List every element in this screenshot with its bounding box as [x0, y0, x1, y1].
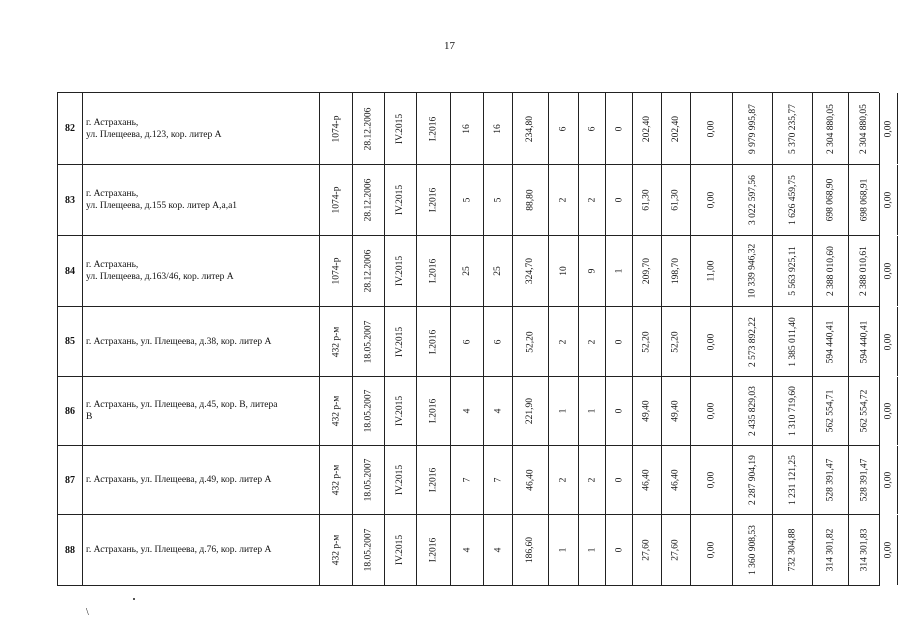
cost-total-value: 2 287 904,19 — [747, 455, 758, 505]
local-share-value: 594 440,41 — [859, 320, 869, 363]
area-municipal-value: 11,00 — [706, 260, 717, 282]
fund-share-cell — [773, 515, 813, 585]
extra-funds-cell — [880, 377, 898, 445]
area-municipal-cell — [691, 236, 733, 306]
extra-funds-value: 0,00 — [883, 120, 894, 137]
housing-table — [57, 92, 894, 586]
local-share-cell — [849, 165, 880, 235]
table-row — [58, 165, 894, 236]
regional-share-cell — [813, 93, 849, 164]
regional-share-cell — [813, 377, 849, 445]
work-end-value: I.2016 — [428, 187, 439, 213]
cost-total-value: 1 360 908,53 — [747, 525, 758, 575]
rooms-private-cell — [579, 236, 606, 306]
work-start-cell — [385, 307, 417, 376]
regional-share-value: 2 388 010,60 — [825, 246, 836, 296]
rooms-municipal-value: 1 — [614, 268, 624, 274]
area-private-cell — [662, 377, 691, 445]
fund-share-cell — [773, 236, 813, 306]
address-cell — [83, 236, 320, 306]
work-end-value: I.2016 — [428, 329, 439, 354]
work-start-value: IV.2015 — [395, 395, 406, 427]
table-row — [58, 377, 894, 446]
local-share-value: 314 301,83 — [859, 528, 869, 572]
residents-relocated-value: 4 — [493, 408, 503, 414]
work-end-cell — [417, 165, 451, 235]
rooms-municipal-value: 0 — [614, 477, 624, 483]
rooms-private-value: 1 — [587, 408, 597, 414]
work-end-cell — [417, 307, 451, 376]
work-end-value: I.2016 — [428, 116, 439, 141]
work-end-value: I.2016 — [428, 467, 439, 493]
order-date-value: 28.12.2006 — [363, 107, 374, 150]
extra-funds-value: 0,00 — [883, 191, 894, 209]
rooms-total-value: 2 — [558, 197, 569, 203]
work-start-value: IV.2015 — [395, 326, 406, 357]
area-relocated-value: 209,70 — [642, 257, 652, 285]
extra-funds-cell — [880, 515, 898, 585]
rooms-private-value: 1 — [587, 547, 597, 553]
cost-total-cell — [733, 515, 773, 585]
residents-relocated-cell — [484, 165, 513, 235]
cost-total-cell — [733, 236, 773, 306]
order-date-value: 28.12.2006 — [363, 178, 374, 222]
area-total-cell — [513, 446, 549, 514]
area-relocated-value: 46,40 — [642, 469, 652, 491]
row-number: 85 — [58, 307, 83, 376]
area-municipal-cell — [691, 515, 733, 585]
order-number-value: 432 р-м — [331, 395, 341, 427]
rooms-total-cell — [549, 165, 579, 235]
local-share-cell — [849, 515, 880, 585]
local-share-cell — [849, 93, 880, 164]
extra-funds-value: 0,00 — [883, 541, 894, 559]
order-number-value: 432 р-м — [331, 326, 341, 357]
residents-total-cell — [451, 93, 484, 164]
address-line: г. Астрахань, ул. Плещеева, д.45, кор. В, литера — [86, 400, 278, 410]
work-start-value: IV.2015 — [395, 255, 406, 287]
order-date-cell — [353, 446, 385, 514]
cost-total-cell — [733, 446, 773, 514]
order-number-value: 1074-р — [330, 257, 341, 285]
area-municipal-value: 0,00 — [706, 471, 717, 489]
address-line: г. Астрахань, — [86, 260, 139, 270]
address-line: г. Астрахань, ул. Плещеева, д.76, кор. литер А — [86, 545, 272, 555]
area-relocated-cell — [633, 93, 662, 164]
cost-total-cell — [733, 165, 773, 235]
local-share-value: 2 304 880,05 — [859, 103, 869, 154]
order-date-value: 18.05.2007 — [363, 458, 374, 502]
residents-total-value: 6 — [462, 339, 472, 344]
order-date-value: 18.05.2007 — [363, 320, 374, 363]
area-total-cell — [513, 93, 549, 164]
table-row — [58, 307, 894, 377]
area-private-cell — [662, 165, 691, 235]
cost-total-cell — [733, 93, 773, 164]
area-total-value: 88,80 — [525, 189, 536, 211]
rooms-municipal-cell — [606, 307, 633, 376]
residents-total-cell — [451, 515, 484, 585]
fund-share-value: 5 563 925,11 — [787, 246, 798, 296]
local-share-value: 2 388 010,61 — [859, 246, 869, 296]
residents-total-cell — [451, 307, 484, 376]
rooms-private-value: 9 — [587, 268, 597, 274]
work-start-cell — [385, 165, 417, 235]
local-share-cell — [849, 446, 880, 514]
address-cell — [83, 515, 320, 585]
rooms-private-cell — [579, 515, 606, 585]
rooms-total-value: 10 — [558, 266, 569, 276]
area-total-cell — [513, 165, 549, 235]
extra-funds-value: 0,00 — [883, 262, 894, 280]
address-line: г. Астрахань, — [86, 117, 139, 128]
area-relocated-cell — [633, 515, 662, 585]
rooms-municipal-value: 0 — [614, 408, 624, 414]
rooms-total-value: 1 — [558, 408, 569, 414]
rooms-municipal-value: 0 — [614, 339, 624, 344]
local-share-value: 528 391,47 — [859, 458, 869, 502]
fund-share-value: 732 304,88 — [787, 528, 798, 572]
scan-speck — [133, 598, 135, 600]
local-share-cell — [849, 377, 880, 445]
table-row — [58, 93, 894, 165]
rooms-private-value: 2 — [587, 339, 597, 344]
residents-total-value: 4 — [462, 547, 472, 553]
rooms-total-cell — [549, 236, 579, 306]
work-start-value: IV.2015 — [395, 184, 406, 216]
order-date-value: 28.12.2006 — [363, 249, 374, 293]
rooms-total-cell — [549, 377, 579, 445]
area-private-cell — [662, 93, 691, 164]
order-number-cell — [320, 165, 353, 235]
rooms-municipal-cell — [606, 515, 633, 585]
area-relocated-cell — [633, 307, 662, 376]
fund-share-cell — [773, 377, 813, 445]
regional-share-value: 2 304 880,05 — [825, 103, 836, 154]
cost-total-value: 3 022 597,56 — [747, 175, 758, 225]
fund-share-cell — [773, 307, 813, 376]
cost-total-value: 2 435 829,03 — [747, 386, 758, 436]
rooms-private-value: 2 — [587, 197, 597, 203]
residents-total-cell — [451, 377, 484, 445]
rooms-municipal-cell — [606, 236, 633, 306]
extra-funds-value: 0,00 — [883, 333, 894, 350]
row-number: 82 — [58, 93, 83, 164]
address-line: В — [86, 412, 93, 422]
rooms-private-cell — [579, 446, 606, 514]
extra-funds-cell — [880, 165, 898, 235]
work-end-cell — [417, 515, 451, 585]
residents-total-cell — [451, 165, 484, 235]
area-municipal-cell — [691, 165, 733, 235]
address-line: ул. Плещеева, д.155 кор. литер А,а,а1 — [86, 201, 238, 211]
order-number-cell — [320, 236, 353, 306]
cost-total-value: 10 339 946,32 — [747, 243, 758, 299]
table-row — [58, 446, 894, 515]
address-cell — [83, 377, 320, 445]
regional-share-cell — [813, 165, 849, 235]
rooms-private-value: 6 — [587, 126, 597, 131]
row-number: 84 — [58, 236, 83, 306]
rooms-private-cell — [579, 93, 606, 164]
work-start-value: IV.2015 — [395, 464, 406, 496]
address-cell — [83, 446, 320, 514]
area-relocated-value: 52,20 — [642, 330, 652, 353]
area-total-cell — [513, 307, 549, 376]
rooms-private-value: 2 — [587, 477, 597, 483]
rooms-municipal-cell — [606, 377, 633, 445]
area-municipal-value: 0,00 — [706, 333, 717, 350]
row-number: 86 — [58, 377, 83, 445]
area-private-value: 61,30 — [671, 189, 681, 211]
fund-share-value: 1 626 459,75 — [787, 175, 798, 225]
residents-total-value: 4 — [462, 408, 472, 414]
fund-share-cell — [773, 165, 813, 235]
local-share-cell — [849, 236, 880, 306]
address-line: г. Астрахань, ул. Плещеева, д.49, кор. литер А — [86, 475, 272, 485]
work-end-cell — [417, 377, 451, 445]
fund-share-cell — [773, 446, 813, 514]
area-relocated-cell — [633, 377, 662, 445]
area-total-cell — [513, 236, 549, 306]
cost-total-cell — [733, 377, 773, 445]
work-end-cell — [417, 93, 451, 164]
area-total-cell — [513, 515, 549, 585]
extra-funds-cell — [880, 93, 898, 164]
order-number-cell — [320, 377, 353, 445]
residents-relocated-value: 5 — [493, 197, 503, 203]
rooms-total-cell — [549, 93, 579, 164]
residents-total-value: 7 — [462, 477, 472, 483]
address-line: ул. Плещеева, д.123, кор. литер А — [86, 129, 222, 140]
address-cell — [83, 165, 320, 235]
work-start-cell — [385, 515, 417, 585]
extra-funds-cell — [880, 307, 898, 376]
regional-share-cell — [813, 236, 849, 306]
rooms-total-value: 1 — [558, 547, 569, 553]
cost-total-value: 9 979 995,87 — [747, 103, 758, 154]
area-municipal-cell — [691, 93, 733, 164]
work-start-cell — [385, 377, 417, 445]
order-number-value: 1074-р — [330, 115, 341, 142]
work-end-cell — [417, 236, 451, 306]
fund-share-value: 1 231 121,25 — [787, 455, 798, 505]
area-relocated-value: 61,30 — [642, 189, 652, 211]
rooms-private-cell — [579, 307, 606, 376]
rooms-total-value: 2 — [558, 477, 569, 483]
residents-relocated-cell — [484, 377, 513, 445]
fund-share-value: 1 385 011,40 — [787, 316, 798, 367]
area-private-value: 52,20 — [671, 330, 681, 353]
order-date-cell — [353, 165, 385, 235]
order-number-value: 1074-р — [330, 186, 341, 214]
area-private-cell — [662, 236, 691, 306]
area-municipal-value: 0,00 — [706, 402, 717, 420]
order-number-cell — [320, 446, 353, 514]
residents-total-value: 16 — [462, 123, 472, 134]
work-start-value: IV.2015 — [395, 113, 406, 144]
local-share-cell — [849, 307, 880, 376]
residents-total-cell — [451, 446, 484, 514]
area-relocated-value: 49,40 — [642, 400, 652, 422]
area-total-value: 221,90 — [525, 397, 536, 425]
area-private-value: 46,40 — [671, 469, 681, 491]
area-municipal-cell — [691, 446, 733, 514]
order-number-cell — [320, 515, 353, 585]
order-date-cell — [353, 377, 385, 445]
residents-total-cell — [451, 236, 484, 306]
order-date-value: 18.05.2007 — [363, 528, 374, 572]
fund-share-value: 5 370 235,77 — [787, 103, 798, 154]
table-row — [58, 236, 894, 307]
area-municipal-value: 0,00 — [706, 191, 717, 209]
rooms-municipal-cell — [606, 93, 633, 164]
area-relocated-cell — [633, 236, 662, 306]
area-private-cell — [662, 307, 691, 376]
rooms-total-cell — [549, 446, 579, 514]
area-municipal-cell — [691, 377, 733, 445]
area-private-value: 198,70 — [671, 257, 681, 285]
regional-share-value: 594 440,41 — [825, 320, 836, 363]
rooms-total-value: 6 — [558, 126, 569, 131]
residents-relocated-cell — [484, 307, 513, 376]
work-end-value: I.2016 — [428, 537, 439, 563]
order-number-cell — [320, 93, 353, 164]
regional-share-cell — [813, 515, 849, 585]
fund-share-value: 1 310 719,60 — [787, 386, 798, 436]
order-number-value: 432 р-м — [331, 534, 341, 566]
rooms-total-cell — [549, 515, 579, 585]
rooms-municipal-value: 0 — [614, 547, 624, 553]
order-date-cell — [353, 236, 385, 306]
address-line: ул. Плещеева, д.163/46, кор. литер А — [86, 272, 234, 282]
extra-funds-cell — [880, 446, 898, 514]
address-line: г. Астрахань, ул. Плещеева, д.38, кор. литер А — [86, 336, 272, 347]
residents-relocated-cell — [484, 236, 513, 306]
work-end-cell — [417, 446, 451, 514]
area-relocated-value: 27,60 — [642, 539, 652, 561]
area-private-value: 202,40 — [671, 115, 681, 142]
page-number: 17 — [444, 40, 455, 52]
row-number: 83 — [58, 165, 83, 235]
residents-relocated-value: 16 — [493, 123, 503, 134]
work-start-cell — [385, 93, 417, 164]
regional-share-value: 314 301,82 — [825, 528, 836, 572]
work-start-value: IV.2015 — [395, 534, 406, 566]
table-row — [58, 515, 894, 586]
regional-share-cell — [813, 307, 849, 376]
regional-share-value: 698 068,90 — [825, 178, 836, 222]
area-relocated-cell — [633, 446, 662, 514]
order-date-cell — [353, 307, 385, 376]
area-relocated-cell — [633, 165, 662, 235]
residents-relocated-value: 7 — [493, 477, 503, 483]
area-private-cell — [662, 446, 691, 514]
order-date-cell — [353, 515, 385, 585]
work-end-value: I.2016 — [428, 398, 439, 424]
rooms-private-cell — [579, 377, 606, 445]
area-private-cell — [662, 515, 691, 585]
rooms-municipal-cell — [606, 165, 633, 235]
row-number: 87 — [58, 446, 83, 514]
fund-share-cell — [773, 93, 813, 164]
extra-funds-cell — [880, 236, 898, 306]
rooms-private-cell — [579, 165, 606, 235]
address-cell — [83, 307, 320, 376]
residents-relocated-value: 6 — [493, 339, 503, 344]
area-private-value: 27,60 — [671, 539, 681, 561]
area-total-value: 46,40 — [525, 469, 536, 491]
area-total-value: 52,20 — [525, 330, 536, 353]
work-end-value: I.2016 — [428, 258, 439, 284]
local-share-value: 562 554,72 — [859, 389, 869, 433]
work-start-cell — [385, 236, 417, 306]
residents-relocated-value: 25 — [493, 266, 503, 276]
area-relocated-value: 202,40 — [642, 115, 652, 142]
rooms-total-cell — [549, 307, 579, 376]
cost-total-value: 2 573 892,22 — [747, 316, 758, 367]
area-total-value: 186,60 — [525, 536, 536, 564]
residents-relocated-value: 4 — [493, 547, 503, 553]
order-date-value: 18.05.2007 — [363, 389, 374, 433]
order-number-value: 432 р-м — [331, 464, 341, 496]
order-number-cell — [320, 307, 353, 376]
residents-relocated-cell — [484, 515, 513, 585]
cost-total-cell — [733, 307, 773, 376]
work-start-cell — [385, 446, 417, 514]
area-municipal-cell — [691, 307, 733, 376]
regional-share-value: 528 391,47 — [825, 458, 836, 502]
area-municipal-value: 0,00 — [706, 541, 717, 559]
bottom-mark: \ — [86, 607, 89, 618]
residents-relocated-cell — [484, 93, 513, 164]
area-private-value: 49,40 — [671, 400, 681, 422]
area-municipal-value: 0,00 — [706, 120, 717, 137]
area-total-value: 234,80 — [525, 115, 536, 142]
residents-relocated-cell — [484, 446, 513, 514]
residents-total-value: 25 — [462, 266, 472, 276]
rooms-municipal-value: 0 — [614, 197, 624, 203]
address-cell — [83, 93, 320, 164]
rooms-municipal-cell — [606, 446, 633, 514]
local-share-value: 698 068,91 — [859, 178, 869, 222]
rooms-municipal-value: 0 — [614, 126, 624, 131]
area-total-cell — [513, 377, 549, 445]
residents-total-value: 5 — [462, 197, 472, 203]
rooms-total-value: 2 — [558, 339, 569, 344]
row-number: 88 — [58, 515, 83, 585]
extra-funds-value: 0,00 — [883, 402, 894, 420]
extra-funds-value: 0,00 — [883, 471, 894, 489]
order-date-cell — [353, 93, 385, 164]
regional-share-value: 562 554,71 — [825, 389, 836, 433]
address-line: г. Астрахань, — [86, 189, 139, 199]
area-total-value: 324,70 — [525, 257, 536, 285]
regional-share-cell — [813, 446, 849, 514]
